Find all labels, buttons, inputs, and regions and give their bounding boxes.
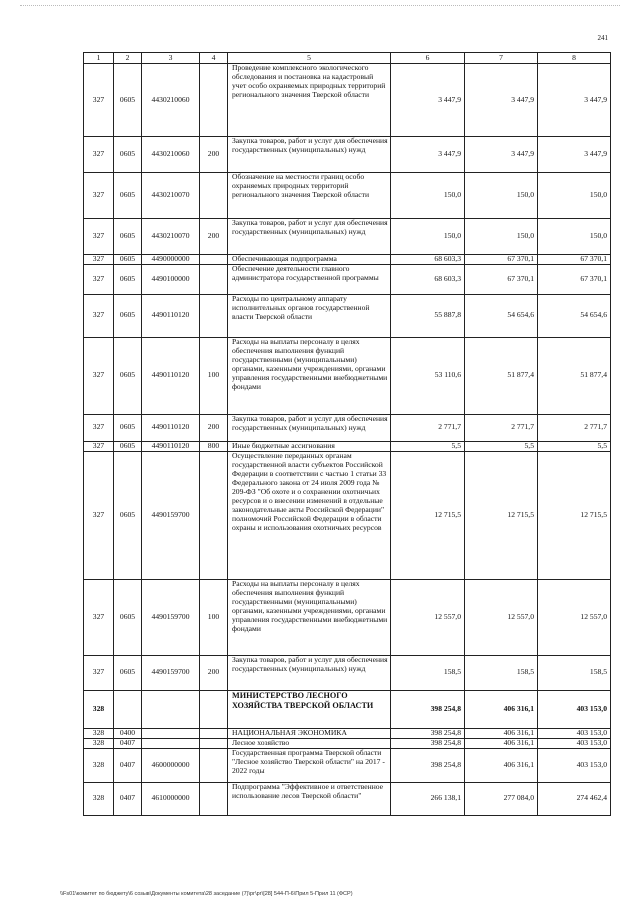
- cell-description: Закупка товаров, работ и услуг для обеспечения государственных (муниципальных) нужд: [228, 137, 391, 173]
- cell-amount-2021: 12 557,0: [465, 579, 538, 655]
- header-cell: 8: [538, 53, 611, 64]
- cell-section-code: 0605: [114, 219, 142, 255]
- cell-description: Обозначение на местности границ особо охраняемых природных территорий регионального значения Тверской области: [228, 173, 391, 219]
- cell-section-code: 0407: [114, 748, 142, 782]
- table-row: [84, 690, 611, 728]
- cell-section-code: 0605: [114, 173, 142, 219]
- table-row: [84, 337, 611, 414]
- cell-target-code: [142, 738, 200, 748]
- cell-amount-2021: 150,0: [465, 219, 538, 255]
- cell-description: МИНИСТЕРСТВО ЛЕСНОГО ХОЗЯЙСТВА ТВЕРСКОЙ ОБЛАСТИ: [228, 690, 391, 728]
- cell-expense-type: [200, 64, 228, 137]
- cell-amount-2022: 54 654,6: [538, 294, 611, 337]
- cell-admin-code: 328: [84, 738, 114, 748]
- cell-amount-2021: 2 771,7: [465, 414, 538, 441]
- cell-admin-code: 327: [84, 337, 114, 414]
- cell-section-code: 0605: [114, 255, 142, 265]
- cell-section-code: 0605: [114, 655, 142, 690]
- cell-section-code: 0605: [114, 441, 142, 451]
- cell-expense-type: 200: [200, 414, 228, 441]
- cell-amount-2021: 150,0: [465, 173, 538, 219]
- cell-target-code: 4430210070: [142, 173, 200, 219]
- cell-admin-code: 327: [84, 441, 114, 451]
- cell-admin-code: 327: [84, 255, 114, 265]
- scan-artifact-line: [20, 5, 620, 7]
- cell-amount-2021: 67 370,1: [465, 255, 538, 265]
- table-row: [84, 414, 611, 441]
- table-row: [84, 219, 611, 255]
- cell-amount-2020: 55 887,8: [391, 294, 465, 337]
- cell-amount-2020: 150,0: [391, 173, 465, 219]
- cell-amount-2020: 150,0: [391, 219, 465, 255]
- cell-amount-2022: 12 557,0: [538, 579, 611, 655]
- table-row: [84, 451, 611, 579]
- cell-expense-type: 200: [200, 219, 228, 255]
- header-cell: 7: [465, 53, 538, 64]
- cell-amount-2022: 51 877,4: [538, 337, 611, 414]
- header-cell: 3: [142, 53, 200, 64]
- cell-amount-2020: 158,5: [391, 655, 465, 690]
- cell-target-code: 4430210070: [142, 219, 200, 255]
- cell-description: Осуществление переданных органам государственной власти субъектов Российской Федерации в соответствии с частью 1 статьи 33 Федерального закона от 24 июля 2009 года № 209-ФЗ "Об охоте и о сохранении охотничьих ресурсов и о внесении изменений в отдельные законодательные акты Российской Федерации" полномочий Российской Федерации в области охраны и использования охотничьих ресурсов: [228, 451, 391, 579]
- header-cell: 2: [114, 53, 142, 64]
- cell-description: Государственная программа Тверской области "Лесное хозяйство Тверской области" на 2017 - 2022 годы: [228, 748, 391, 782]
- cell-target-code: 4490110120: [142, 337, 200, 414]
- cell-expense-type: 100: [200, 579, 228, 655]
- cell-target-code: 4490110120: [142, 294, 200, 337]
- cell-amount-2020: 398 254,8: [391, 738, 465, 748]
- cell-amount-2021: 5,5: [465, 441, 538, 451]
- cell-amount-2021: 67 370,1: [465, 264, 538, 294]
- cell-admin-code: 327: [84, 414, 114, 441]
- cell-admin-code: 327: [84, 655, 114, 690]
- cell-amount-2020: 3 447,9: [391, 137, 465, 173]
- table-row: [84, 64, 611, 137]
- header-row: [84, 53, 611, 64]
- cell-amount-2022: 403 153,0: [538, 748, 611, 782]
- cell-target-code: 4490159700: [142, 451, 200, 579]
- cell-target-code: 4490110120: [142, 441, 200, 451]
- table-row: [84, 748, 611, 782]
- cell-amount-2022: 67 370,1: [538, 255, 611, 265]
- cell-section-code: 0605: [114, 294, 142, 337]
- cell-amount-2022: 12 715,5: [538, 451, 611, 579]
- cell-expense-type: [200, 173, 228, 219]
- cell-amount-2020: 68 603,3: [391, 264, 465, 294]
- cell-amount-2020: 3 447,9: [391, 64, 465, 137]
- footer-file-path: \\Fs01\комитет по бюджету\6 созыв\Документы комитета\28 заседание (7)\рг\рг\[28] 544-П-6\Прил 5-Прил 11 (ФСР): [60, 891, 353, 897]
- cell-target-code: 4610000000: [142, 782, 200, 815]
- cell-amount-2021: 12 715,5: [465, 451, 538, 579]
- cell-expense-type: [200, 294, 228, 337]
- cell-section-code: 0605: [114, 264, 142, 294]
- cell-admin-code: 327: [84, 451, 114, 579]
- cell-description: Обеспечивающая подпрограмма: [228, 255, 391, 265]
- table-row: [84, 738, 611, 748]
- cell-amount-2020: 266 138,1: [391, 782, 465, 815]
- cell-description: Обеспечение деятельности главного администратора государственной программы: [228, 264, 391, 294]
- table-row: [84, 137, 611, 173]
- cell-amount-2021: 406 316,1: [465, 690, 538, 728]
- cell-amount-2022: 150,0: [538, 173, 611, 219]
- cell-expense-type: [200, 264, 228, 294]
- cell-target-code: [142, 728, 200, 738]
- cell-admin-code: 327: [84, 219, 114, 255]
- cell-section-code: 0407: [114, 738, 142, 748]
- cell-amount-2022: 403 153,0: [538, 690, 611, 728]
- cell-target-code: 4490159700: [142, 579, 200, 655]
- table-row: [84, 728, 611, 738]
- cell-amount-2020: 398 254,8: [391, 748, 465, 782]
- table-row: [84, 255, 611, 265]
- cell-description: Расходы на выплаты персоналу в целях обеспечения выполнения функций государственными (муниципальными) органами, казенными учреждениями, органами управления государственными внебюджетными фондами: [228, 337, 391, 414]
- cell-description: Закупка товаров, работ и услуг для обеспечения государственных (муниципальных) нужд: [228, 414, 391, 441]
- cell-amount-2020: 2 771,7: [391, 414, 465, 441]
- cell-target-code: 4490000000: [142, 255, 200, 265]
- cell-expense-type: 200: [200, 655, 228, 690]
- cell-amount-2022: 150,0: [538, 219, 611, 255]
- cell-expense-type: [200, 728, 228, 738]
- table-row: [84, 579, 611, 655]
- cell-expense-type: 800: [200, 441, 228, 451]
- cell-description: Расходы по центральному аппарату исполнительных органов государственной власти Тверской области: [228, 294, 391, 337]
- cell-expense-type: [200, 782, 228, 815]
- cell-admin-code: 327: [84, 294, 114, 337]
- cell-expense-type: 100: [200, 337, 228, 414]
- header-cell: 6: [391, 53, 465, 64]
- cell-description: НАЦИОНАЛЬНАЯ ЭКОНОМИКА: [228, 728, 391, 738]
- table-row: [84, 655, 611, 690]
- cell-amount-2021: 406 316,1: [465, 728, 538, 738]
- cell-section-code: 0407: [114, 782, 142, 815]
- cell-section-code: 0605: [114, 137, 142, 173]
- header-cell: 1: [84, 53, 114, 64]
- cell-amount-2022: 3 447,9: [538, 64, 611, 137]
- cell-section-code: 0605: [114, 579, 142, 655]
- cell-amount-2022: 403 153,0: [538, 728, 611, 738]
- cell-amount-2022: 158,5: [538, 655, 611, 690]
- cell-admin-code: 328: [84, 748, 114, 782]
- cell-target-code: 4430210060: [142, 137, 200, 173]
- cell-amount-2020: 12 715,5: [391, 451, 465, 579]
- cell-section-code: 0605: [114, 451, 142, 579]
- table-row: [84, 441, 611, 451]
- cell-target-code: 4490100000: [142, 264, 200, 294]
- cell-admin-code: 327: [84, 173, 114, 219]
- cell-expense-type: 200: [200, 137, 228, 173]
- budget-table: [83, 52, 611, 816]
- cell-description: Расходы на выплаты персоналу в целях обеспечения выполнения функций государственными (муниципальными) органами, казенными учреждениями, органами управления государственными внебюджетными фондами: [228, 579, 391, 655]
- cell-target-code: 4600000000: [142, 748, 200, 782]
- cell-description: Закупка товаров, работ и услуг для обеспечения государственных (муниципальных) нужд: [228, 655, 391, 690]
- cell-amount-2021: 54 654,6: [465, 294, 538, 337]
- cell-description: Подпрограмма "Эффективное и ответственное использование лесов Тверской области": [228, 782, 391, 815]
- cell-amount-2022: 274 462,4: [538, 782, 611, 815]
- page-number: 241: [597, 34, 608, 42]
- table-row: [84, 294, 611, 337]
- cell-expense-type: [200, 451, 228, 579]
- cell-admin-code: 327: [84, 579, 114, 655]
- cell-amount-2020: 53 110,6: [391, 337, 465, 414]
- cell-amount-2020: 12 557,0: [391, 579, 465, 655]
- cell-amount-2021: 51 877,4: [465, 337, 538, 414]
- cell-description: Иные бюджетные ассигнования: [228, 441, 391, 451]
- cell-section-code: [114, 690, 142, 728]
- cell-amount-2021: 277 084,0: [465, 782, 538, 815]
- cell-amount-2022: 67 370,1: [538, 264, 611, 294]
- cell-admin-code: 327: [84, 264, 114, 294]
- table-row: [84, 173, 611, 219]
- cell-target-code: [142, 690, 200, 728]
- cell-description: Закупка товаров, работ и услуг для обеспечения государственных (муниципальных) нужд: [228, 219, 391, 255]
- cell-amount-2022: 2 771,7: [538, 414, 611, 441]
- cell-expense-type: [200, 255, 228, 265]
- cell-amount-2020: 68 603,3: [391, 255, 465, 265]
- cell-amount-2021: 3 447,9: [465, 64, 538, 137]
- cell-admin-code: 328: [84, 782, 114, 815]
- cell-description: Проведение комплексного экологического обследования и постановка на кадастровый учет особо охраняемых природных территорий регионального значения Тверской области: [228, 64, 391, 137]
- header-cell: 4: [200, 53, 228, 64]
- cell-target-code: 4490110120: [142, 414, 200, 441]
- cell-amount-2020: 5,5: [391, 441, 465, 451]
- cell-section-code: 0605: [114, 414, 142, 441]
- cell-expense-type: [200, 690, 228, 728]
- cell-section-code: 0605: [114, 64, 142, 137]
- cell-section-code: 0400: [114, 728, 142, 738]
- cell-target-code: 4430210060: [142, 64, 200, 137]
- table-row: [84, 264, 611, 294]
- cell-expense-type: [200, 748, 228, 782]
- cell-amount-2021: 3 447,9: [465, 137, 538, 173]
- cell-admin-code: 328: [84, 690, 114, 728]
- cell-admin-code: 327: [84, 137, 114, 173]
- cell-section-code: 0605: [114, 337, 142, 414]
- cell-admin-code: 327: [84, 64, 114, 137]
- cell-admin-code: 328: [84, 728, 114, 738]
- cell-amount-2022: 403 153,0: [538, 738, 611, 748]
- cell-description: Лесное хозяйство: [228, 738, 391, 748]
- cell-target-code: 4490159700: [142, 655, 200, 690]
- cell-amount-2021: 406 316,1: [465, 748, 538, 782]
- cell-amount-2022: 5,5: [538, 441, 611, 451]
- cell-amount-2020: 398 254,8: [391, 690, 465, 728]
- cell-amount-2021: 158,5: [465, 655, 538, 690]
- cell-amount-2021: 406 316,1: [465, 738, 538, 748]
- cell-amount-2020: 398 254,8: [391, 728, 465, 738]
- header-cell: 5: [228, 53, 391, 64]
- table-row: [84, 782, 611, 815]
- cell-amount-2022: 3 447,9: [538, 137, 611, 173]
- cell-expense-type: [200, 738, 228, 748]
